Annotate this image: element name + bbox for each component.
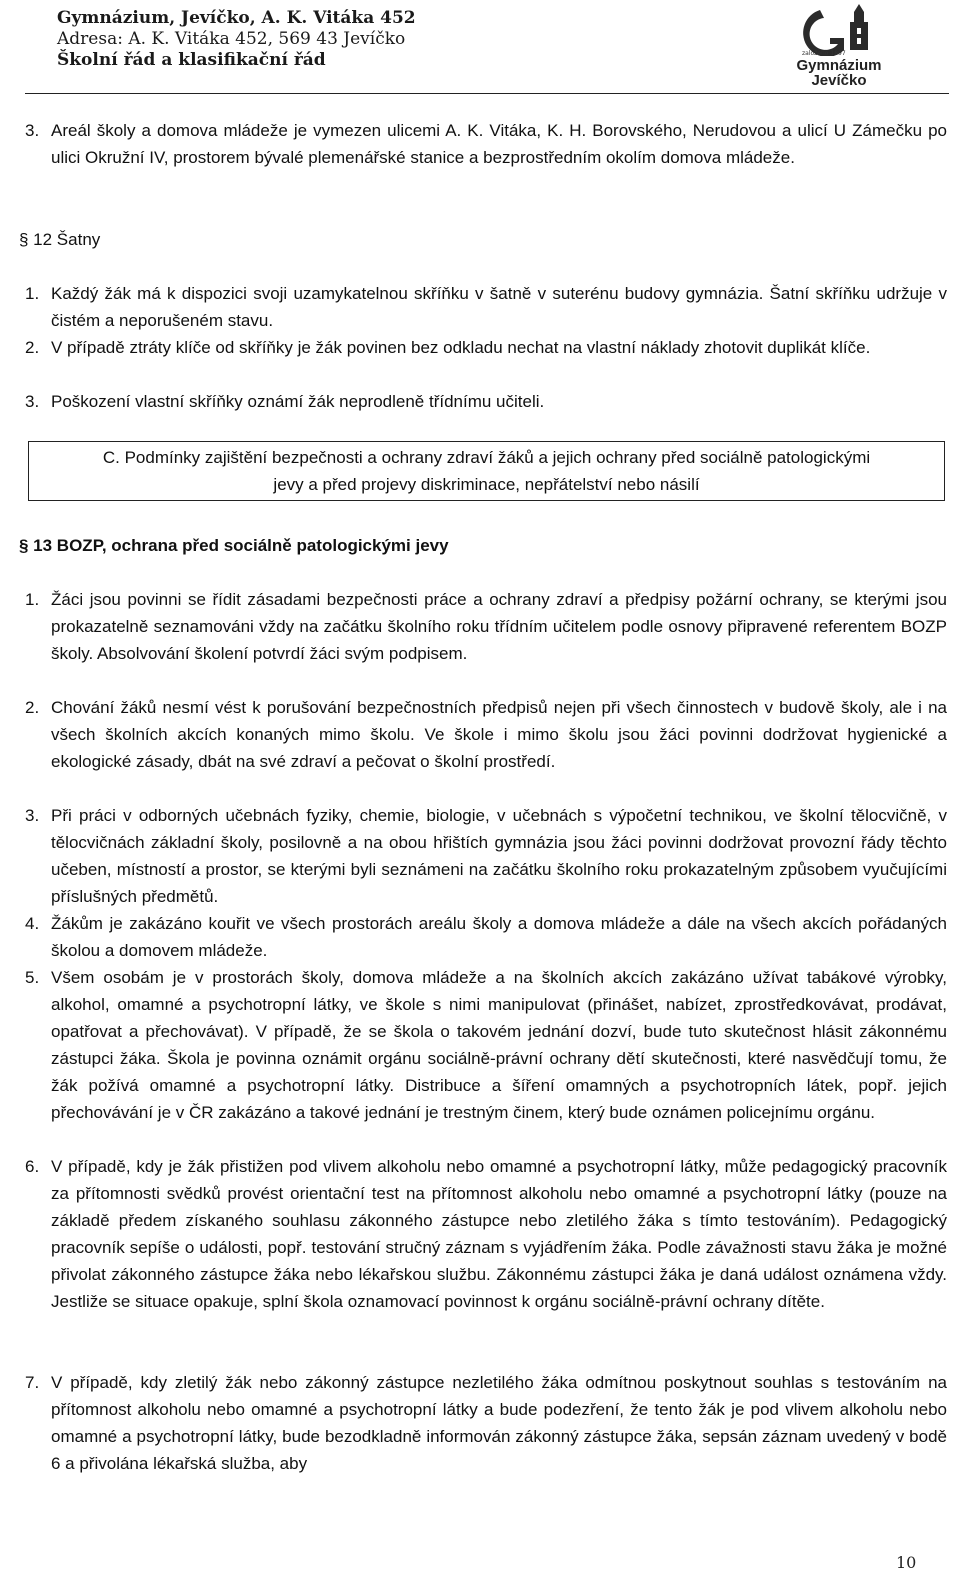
item-text: Všem osobám je v prostorách školy, domova mládeže a na školních akcích zakázáno užívat tabákové výrobky, alkohol, omamné a psychotropní látky, ve škole s nimi manipulovat (přinášet, nabízet, zprostředkovávat, prodávat, opatřovat a přechovávat). V případě, že se škola o takovém jednání dozví, bude tuto skutečnost hlásit zákonnému zástupci žáka. Škola je povinna oznámit orgánu sociálně-právní ochrany dětí skutečnosti, které nasvědčují tomu, že žák požívá omamné a psychotropní látky. Distribuce a šíření omamných a psychotropních látek, popř. jejich přechovávání je v ČR zakázáno a takové jednání je trestným činem, který bude oznámen policejnímu orgánu. <box>51 968 947 1122</box>
list-item <box>25 802 947 910</box>
item-text: Každý žák má k dispozici svoji uzamykatelnou skříňku v šatně v suterénu budovy gymnázia. Šatní skříňku udržuje v čistém a neporušeném stavu. <box>51 284 947 330</box>
boxed-chapter-heading <box>28 441 945 501</box>
item-number: 5. <box>25 968 40 987</box>
list-item <box>25 334 947 361</box>
item-number: 7. <box>25 1373 40 1392</box>
header-school-name: Gymnázium, Jevíčko, A. K. Vitáka 452 <box>57 8 416 28</box>
item-number: 6. <box>25 1157 40 1176</box>
item-text: Žáci jsou povinni se řídit zásadami bezpečnosti práce a ochrany zdraví a předpisy požární ochrany, se kterými jsou prokazatelně seznamováni vždy na začátku školního roku třídním učitelem podle osnovy připravené referentem BOZP školy. Absolvování školení potvrdí žáci svým podpisem. <box>51 590 947 663</box>
list-item <box>25 1153 947 1315</box>
item-text: Poškození vlastní skříňky oznámí žák neprodleně třídnímu učiteli. <box>51 392 545 411</box>
item-text: Při práci v odborných učebnách fyziky, chemie, biologie, v učebnách s výpočetní technikou, ve školní tělocvičně, v tělocvičnách základní školy, posilovně a na obou hřištích gymnázia jsou žáci povinni dodržovat provozní řády těchto učeben, místností a prostor, se kterými byli seznámeni na začátku školního roku prokazatelným způsobem vyučujícími příslušných předmětů. <box>51 806 947 906</box>
school-emblem-icon <box>780 4 898 56</box>
school-logo <box>780 4 898 89</box>
item-number: 4. <box>25 914 40 933</box>
boxed-heading-line2: jevy a před projevy diskriminace, nepřátelství nebo násilí <box>273 475 700 494</box>
list-item <box>25 388 947 415</box>
list-item <box>25 1369 947 1477</box>
page-number: 10 <box>896 1553 917 1572</box>
item-text: Chování žáků nesmí vést k porušování bezpečnostních předpisů nejen při všech činnostech v budově školy, ale i na všech školních akcích konaných mimo školu. Ve škole i mimo školu jsou žáci povinni dodržovat hygienické a ekologické zásady, dbát na své zdraví a pečovat o školní prostředí. <box>51 698 947 771</box>
item-text: Areál školy a domova mládeže je vymezen ulicemi A. K. Vitáka, K. H. Borovského, Nerudovou a ulicí U Zámečku po ulici Okružní IV, prostorem bývalé plemenářské stanice a bezprostředním okolím domova mládeže. <box>51 121 947 167</box>
list-item <box>25 280 947 334</box>
item-number: 3. <box>25 392 40 411</box>
logo-name-line1: Gymnázium <box>796 57 882 74</box>
section-12-heading: § 12 Šatny <box>19 230 101 249</box>
header-address: Adresa: A. K. Vitáka 452, 569 43 Jevíčko <box>57 29 406 49</box>
item-number: 2. <box>25 338 40 357</box>
item-text: Žákům je zakázáno kouřit ve všech prostorách areálu školy a domova mládeže a dále na všech akcích pořádaných školou a domovem mládeže. <box>51 914 947 960</box>
item-number: 1. <box>25 284 40 303</box>
item-text: V případě ztráty klíče od skříňky je žák povinen bez odkladu nechat na vlastní náklady zhotovit duplikát klíče. <box>51 338 871 357</box>
section-13-heading: § 13 BOZP, ochrana před sociálně patologickými jevy <box>19 536 449 555</box>
item-text: V případě, kdy je žák přistižen pod vlivem alkoholu nebo omamné a psychotropní látky, může pedagogický pracovník za přítomnosti svědků provést orientační test na přítomnost alkoholu nebo omamné a psychotropní látky (pouze na základě předem získaného souhlasu zákonného zástupce nebo zletilého žáka s tímto testováním). Pedagogický pracovník sepíše o události, popř. testování stručný záznam s vyjádřením žáka. Podle závažnosti stavu žáka je možné přivolat zákonného zástupce žáka nebo lékařskou službu. Zákonnému zástupci žáka je daná událost oznámena vždy. Jestliže se situace opakuje, splní škola oznamovací povinnost k orgánu sociálně-právní ochrany dítěte. <box>51 1157 947 1311</box>
item-number: 2. <box>25 698 40 717</box>
list-item <box>25 964 947 1126</box>
item-text: V případě, kdy zletilý žák nebo zákonný zástupce nezletilého žáka odmítnou poskytnout souhlas s testováním na přítomnost alkoholu nebo omamné a psychotropní látky a bude podezření, že tento žák je pod vlivem alkoholu nebo omamné a psychotropní látky, bude bezodkladně informován zákonný zástupce žáka, sepsán záznam uvedený v bodě 6 a přivolána lékařská služba, aby <box>51 1373 947 1473</box>
boxed-heading-line1: C. Podmínky zajištění bezpečnosti a ochrany zdraví žáků a jejich ochrany před sociálně patologickými <box>102 448 871 467</box>
header-divider <box>25 93 949 94</box>
item-number: 3. <box>25 121 40 140</box>
list-item <box>25 586 947 667</box>
list-item <box>25 910 947 964</box>
logo-name-line2: Jevíčko <box>811 72 867 89</box>
list-item <box>25 694 947 775</box>
item-number: 1. <box>25 590 40 609</box>
list-item <box>25 117 947 171</box>
header-document-title: Školní řád a klasifikační řád <box>57 50 326 70</box>
logo-founded: založeno 1897 <box>802 50 846 57</box>
item-number: 3. <box>25 806 40 825</box>
